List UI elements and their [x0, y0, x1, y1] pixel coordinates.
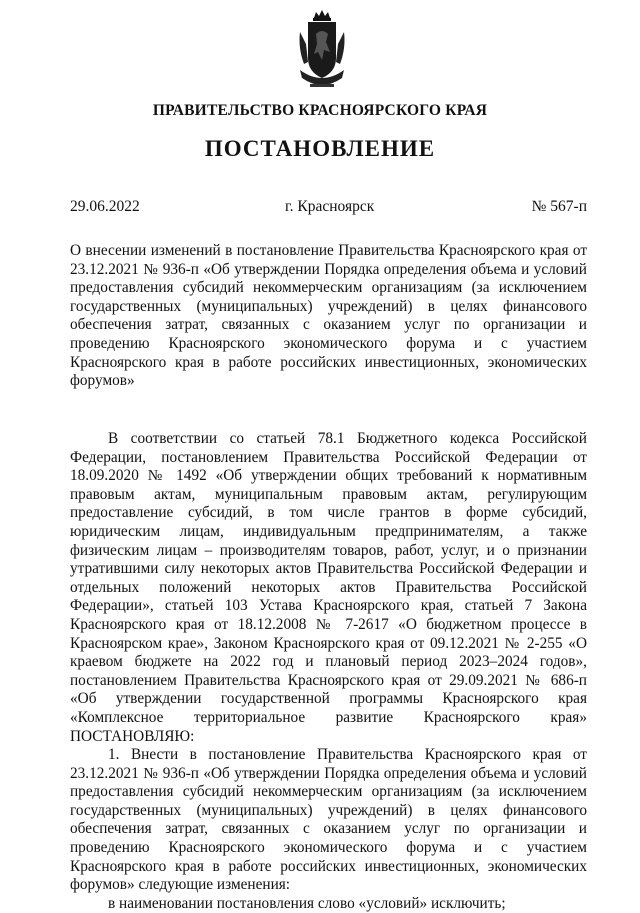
document-body	[70, 430, 587, 913]
body-paragraph-item-1: 1. Внести в постановление Правительства Красноярского края от 23.12.2021 № 936-п «Об утверждении Порядка определения объема и условий предоставления субсидий некоммерческим организациям (за исключением государственных (муниципальных) учреждений) в целях финансового обеспечения затрат, связанных с оказанием услуг по организации и проведению Красноярского экономического форума и с участием Красноярского края в работе российских инвестиционных, экономических форумов» следующие изменения:	[70, 746, 587, 894]
body-paragraph-preamble: В соответствии со статьей 78.1 Бюджетного кодекса Российской Федерации, постановлением Правительства Российской Федерации от 18.09.2020 № 1492 «Об утверждении общих требований к нормативным правовым актам, муниципальным правовым актам, регулирующим предоставление субсидий, в том числе грантов в форме субсидий, юридическим лицам, индивидуальным предпринимателям, а также физическим лицам – производителям товаров, работ, услуг, и о признании утратившими силу некоторых актов Правительства Российской Федерации и отдельных положений некоторых актов Правительства Российской Федерации», статьей 103 Устава Красноярского края, статьей 7 Закона Красноярского края от 18.12.2008 № 7-2617 «О бюджетном процессе в Красноярском крае», Законом Красноярского края от 09.12.2021 № 2-255 «О краевом бюджете на 2022 год и плановый период 2023–2024 годов», постановлением Правительства Красноярского края от 29.09.2021 № 686-п «Об утверждении государственной программы Красноярского края «Комплексное территориальное развитие Красноярского края» ПОСТАНОВЛЯЮ:	[70, 430, 587, 745]
document-subject: О внесении изменений в постановление Правительства Красноярского края от 23.12.2021 № 936-п «Об утверждении Порядка определения объема и условий предоставления субсидий некоммерческим организациям (за исключением государственных (муниципальных) учреждений) в целях финансового обеспечения затрат, связанных с оказанием услуг по организации и проведению Красноярского экономического форума и с участием Красноярского края в работе российских инвестиционных, экономических форумов»	[70, 242, 587, 390]
document-date: 29.06.2022	[70, 198, 140, 215]
coat-of-arms-emblem	[296, 8, 348, 94]
body-paragraph-amendment: в наименовании постановления слово «условий» исключить;	[108, 894, 506, 912]
government-heading: ПРАВИТЕЛЬСТВО КРАСНОЯРСКОГО КРАЯ	[152, 102, 488, 119]
document-title: ПОСТАНОВЛЕНИЕ	[204, 136, 436, 161]
document-number: № 567-п	[531, 198, 587, 215]
document-city: г. Красноярск	[285, 198, 375, 215]
